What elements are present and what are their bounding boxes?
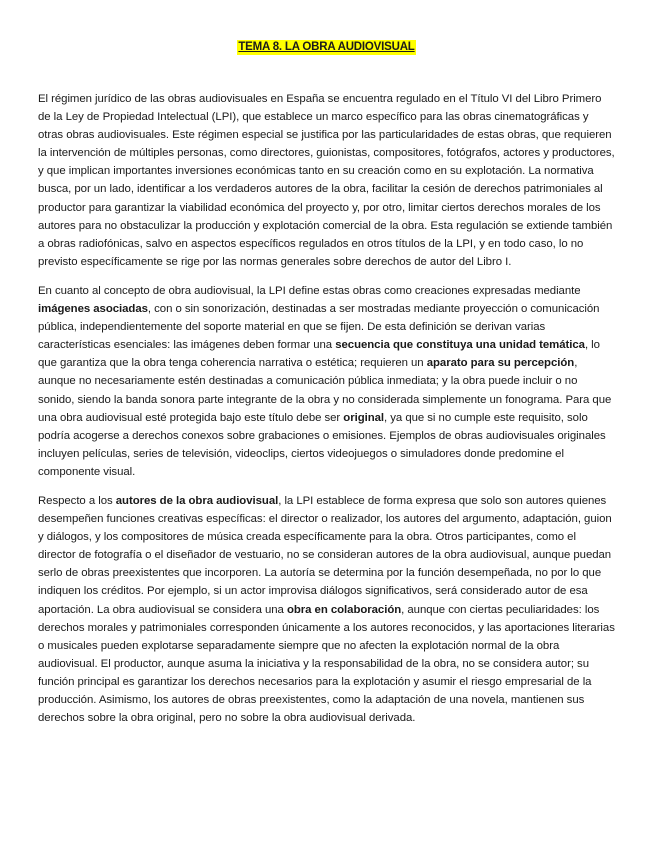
- bold-term: secuencia que constituya una unidad temática: [335, 339, 585, 352]
- text-segment: , la LPI establece de forma expresa que solo son autores quienes desempeñen funciones creativas específicas: el director o realizador, los autores del argumento, adaptación, guion y diálogos, y los compositores de música creada específicamente para la obra. Otros participantes, como el director de fotografía o el diseñador de vestuario, no se consideran autores de la obra audiovisual, aunque puedan serlo de obras preexistentes que incorporen. La autoría se determina por la función desempeñada, no por lo que indiquen los créditos. Por ejemplo, si un actor improvisa diálogos significativos, será considerado autor de esa aportación. La obra audiovisual se considera una: [38, 494, 612, 616]
- text-segment: , aunque con ciertas peculiaridades: los derechos morales y patrimoniales corresponden únicamente a los autores reconocidos, y las aportaciones literarias o musicales pueden explotarse separadamente siempre que no afecten la explotación normal de la obra audiovisual. El productor, aunque asuma la iniciativa y la responsabilidad de la obra, no se considera autor; su función principal es garantizar los derechos necesarios para la explotación y asumir el riesgo empresarial de la producción. Asimismo, los autores de obras preexistentes, como la adaptación de una novela, mantienen sus derechos sobre la obra original, pero no sobre la obra audiovisual derivada.: [38, 603, 615, 725]
- text-segment: El régimen jurídico de las obras audiovisuales en España se encuentra regulado en el Título VI del Libro Primero de la Ley de Propiedad Intelectual (LPI), que establece un marco específico para las obras cinematográficas y otras obras audiovisuales. Este régimen especial se justifica por las particularidades de estas obras, que requieren la intervención de múltiples personas, como directores, guionistas, compositores, fotógrafos, actores y productores, y que implican importantes inversiones económicas tanto en su creación como en su explotación. La normativa busca, por un lado, identificar a los verdaderos autores de la obra, facilitar la cesión de derechos patrimoniales al productor para garantizar la viabilidad económica del proyecto y, por otro, limitar ciertos derechos morales de los autores para no obstaculizar la producción y explotación comercial de la obra. Esta regulación se extiende también a obras radiofónicas, salvo en aspectos específicos regulados en otros títulos de la LPI, y en todo caso, lo no previsto específicamente se rige por las normas generales sobre derechos de autor del Libro I.: [38, 93, 615, 268]
- bold-term: imágenes asociadas: [38, 303, 148, 316]
- text-segment: , lo que garantiza que la obra tenga coherencia narrativa o estética; requieren un: [38, 339, 600, 370]
- text-segment: En cuanto al concepto de obra audiovisual, la LPI define estas obras como creaciones expresadas mediante: [38, 284, 581, 297]
- bold-term: aparato para su percepción: [426, 357, 575, 370]
- text-segment: , ya que si no cumple este requisito, solo podría acogerse a derechos conexos sobre grabaciones o emisiones. Ejemplos de obras audiovisuales originales incluyen películas, series de televisión, videoclips, ciertos videojuegos o simuladores donde predomine el componente visual.: [38, 411, 606, 478]
- bold-term: obra en colaboración: [286, 603, 402, 616]
- paragraph-3: [38, 492, 615, 727]
- document-title: TEMA 8. LA OBRA AUDIOVISUAL: [238, 41, 415, 53]
- text-segment: , aunque no necesariamente estén destinadas a comunicación pública inmediata; y la obra puede incluir o no sonido, siendo la banda sonora parte integrante de la obra y no considerada simplemente un fonograma. Para que una obra audiovisual esté protegida bajo este título debe ser: [38, 357, 612, 424]
- title-wrapper: [38, 38, 615, 55]
- paragraph-2: [38, 282, 615, 481]
- text-segment: , con o sin sonorización, destinadas a ser mostradas mediante proyección o comunicación pública, independientemente del soporte material en que se fijen. De esta definición se derivan varias características esenciales: las imágenes deben formar una: [38, 303, 600, 352]
- paragraph-1: [38, 90, 615, 271]
- bold-term: original: [343, 411, 385, 424]
- bold-term: autores de la obra audiovisual: [115, 494, 279, 507]
- text-segment: Respecto a los: [38, 494, 116, 507]
